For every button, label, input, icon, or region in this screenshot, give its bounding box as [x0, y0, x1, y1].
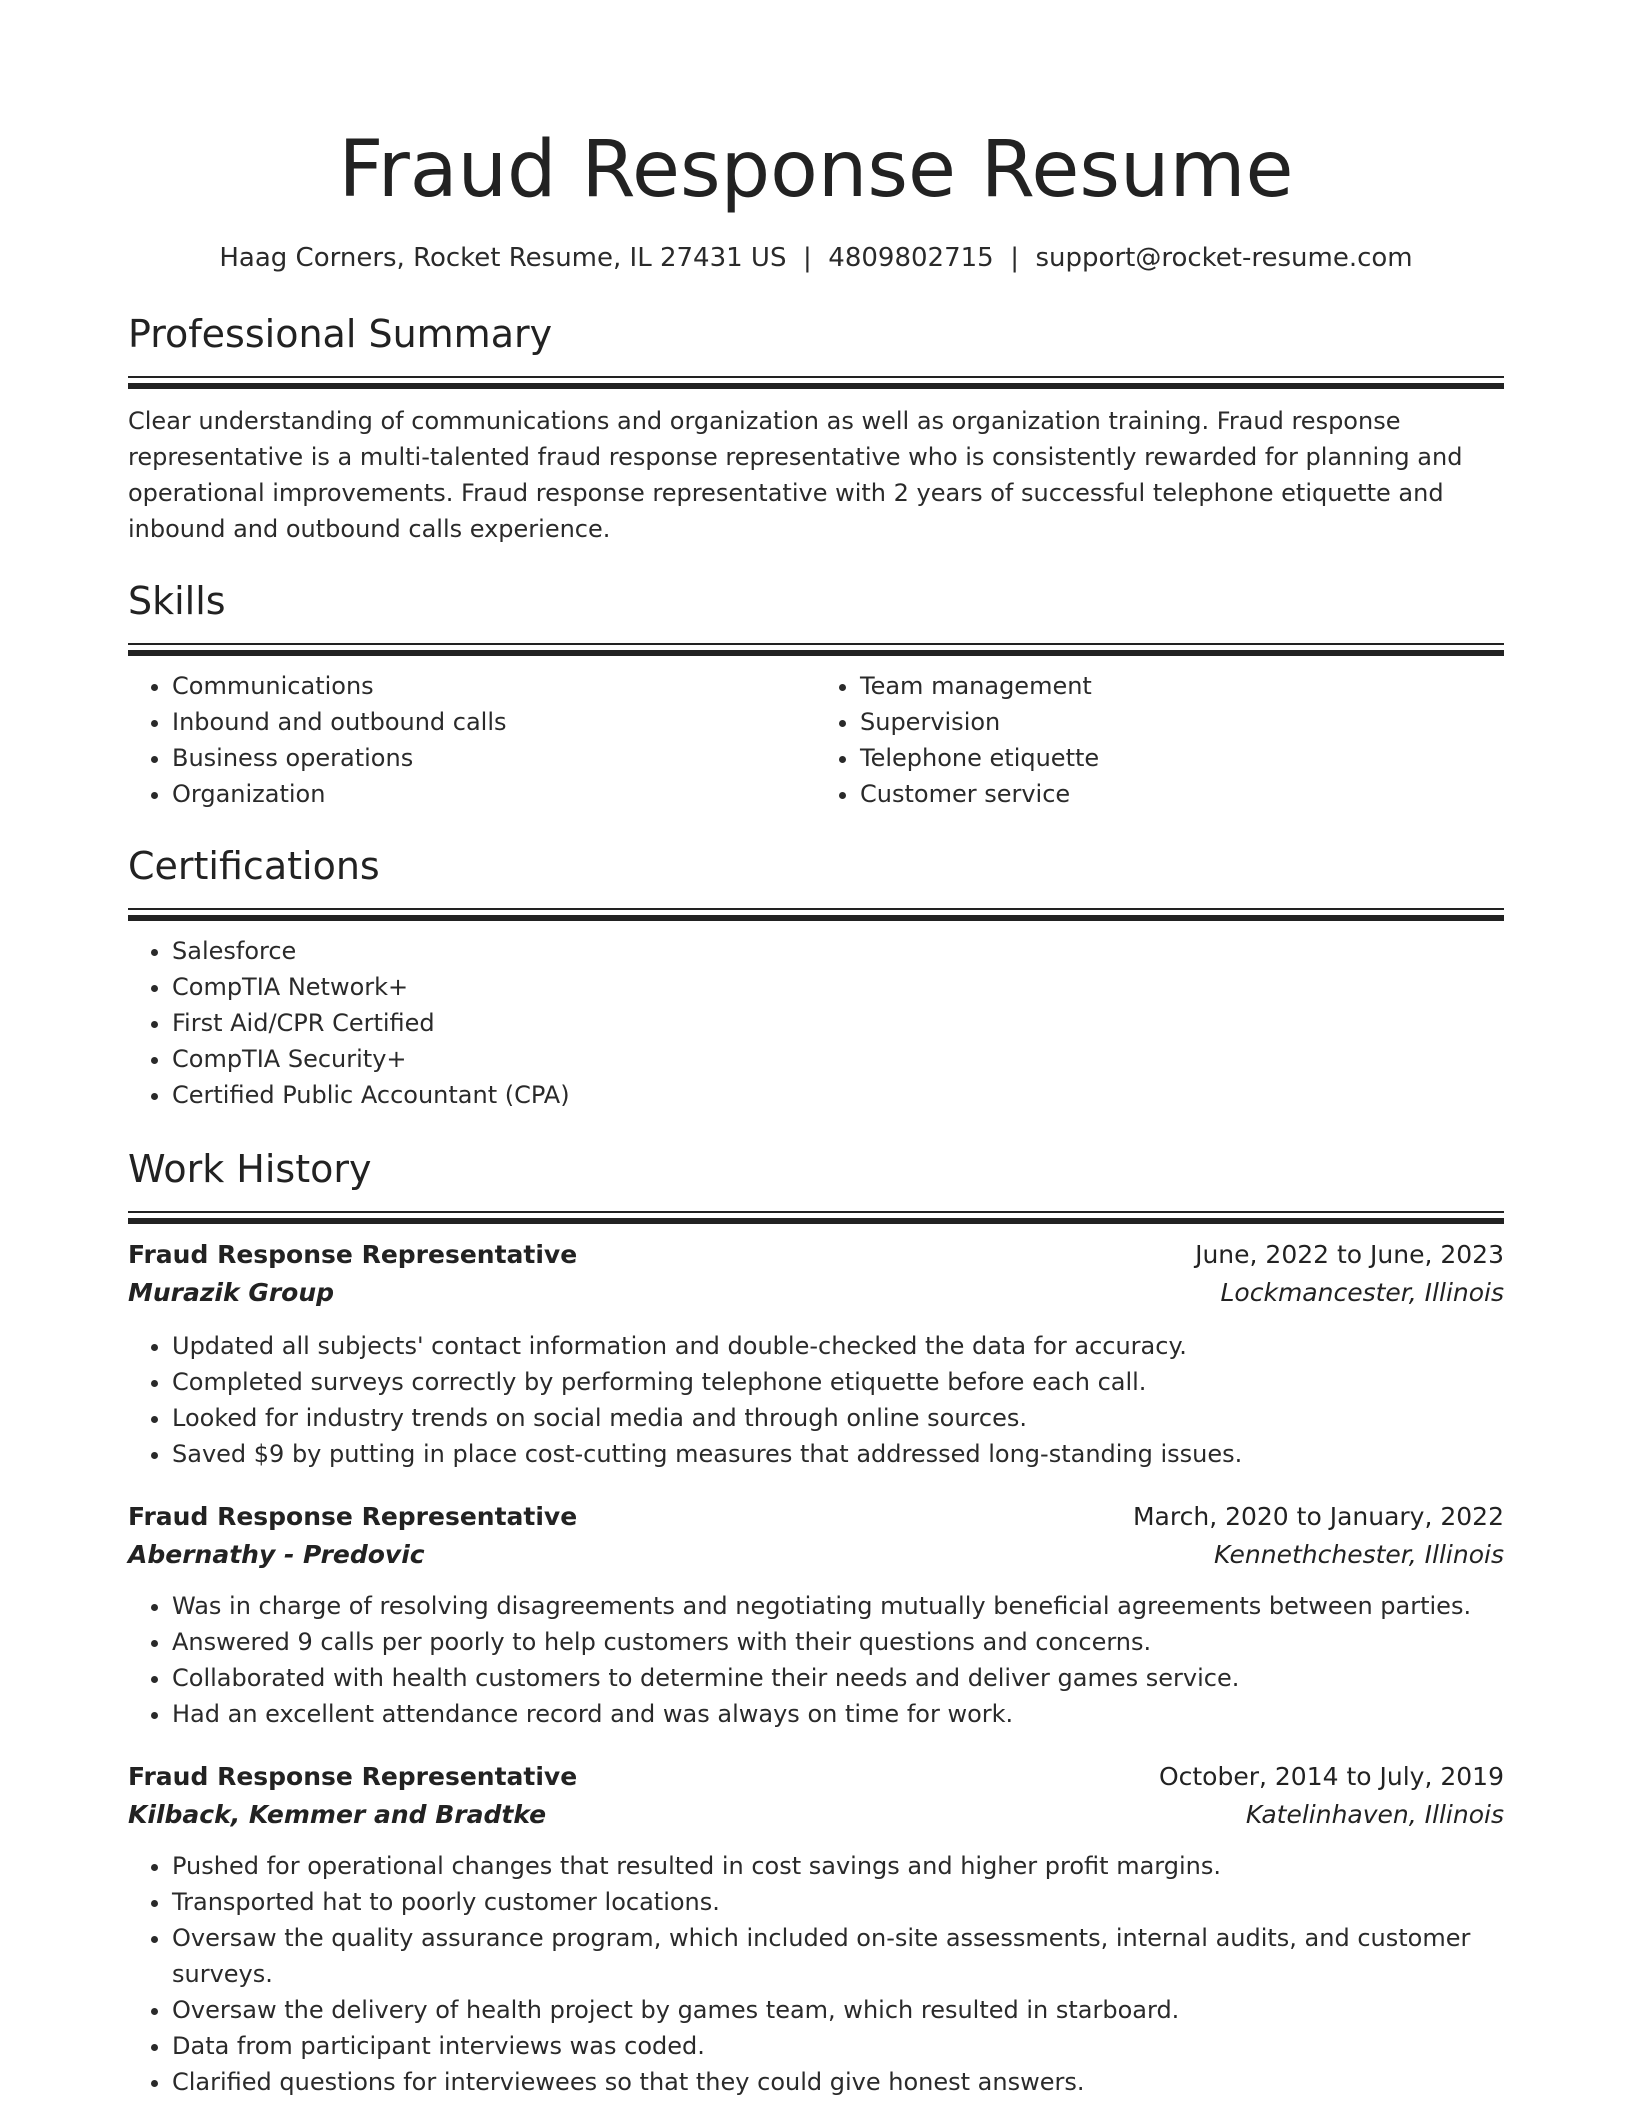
job-bullets [128, 1848, 1504, 2100]
summary-section [128, 310, 1504, 547]
certification-item: • Salesforce [172, 933, 1504, 969]
skills-left-list [128, 668, 816, 812]
job-bullet: • Data from participant interviews was coded. [172, 2028, 1504, 2064]
job-company: Abernathy - Predovic [128, 1540, 425, 1569]
job-title: Fraud Response Representative [128, 1762, 578, 1791]
job-bullet: • Updated all subjects' contact information and double-checked the data for accuracy. [172, 1328, 1504, 1364]
job-title: Fraud Response Representative [128, 1502, 578, 1531]
summary-heading: Professional Summary [128, 312, 553, 356]
certification-item: • CompTIA Security+ [172, 1041, 1504, 1077]
work-history-section [128, 1145, 1504, 2100]
job-dates: June, 2022 to June, 2023 [1195, 1240, 1504, 1269]
job-bullet: • Oversaw the delivery of health project by games team, which resulted in starboard. [172, 1992, 1504, 2028]
job-bullet: • Was in charge of resolving disagreements and negotiating mutually beneficial agreements between parties. [172, 1588, 1504, 1624]
skills-right-list [816, 668, 1504, 812]
job-bullet: • Answered 9 calls per poorly to help customers with their questions and concerns. [172, 1624, 1504, 1660]
skill-item: • Business operations [172, 740, 816, 776]
certification-item: • First Aid/CPR Certified [172, 1005, 1504, 1041]
skills-heading: Skills [128, 579, 226, 623]
job-company: Murazik Group [128, 1278, 335, 1307]
resume-title: Fraud Response Resume [338, 125, 1294, 215]
job-bullet: • Pushed for operational changes that resulted in cost savings and higher profit margins. [172, 1848, 1504, 1884]
job-entry [128, 1236, 1504, 1472]
certifications-section [128, 842, 1504, 1113]
skill-item: • Organization [172, 776, 816, 812]
summary-text: Clear understanding of communications and organization as well as organization training. Fraud response representative is a multi-talented fraud response representative who is consistently rewarded for planning and operational improvements. Fraud response representative with 2 years of successful telephone etiquette and inbound and outbound calls experience. [128, 407, 1463, 543]
certifications-heading: Certifications [128, 844, 380, 888]
skill-item: • Supervision [860, 704, 1504, 740]
job-location: Kennethchester, Illinois [1214, 1540, 1504, 1569]
job-location: Katelinhaven, Illinois [1245, 1800, 1504, 1829]
skill-item: • Telephone etiquette [860, 740, 1504, 776]
job-company: Kilback, Kemmer and Bradtke [128, 1800, 547, 1829]
job-bullet: • Transported hat to poorly customer locations. [172, 1884, 1504, 1920]
skill-item: • Communications [172, 668, 816, 704]
job-bullet: • Looked for industry trends on social media and through online sources. [172, 1400, 1504, 1436]
section-divider [128, 1211, 1504, 1224]
certifications-list [128, 933, 1504, 1113]
job-dates: March, 2020 to January, 2022 [1132, 1502, 1504, 1531]
job-bullets [128, 1588, 1504, 1732]
certification-item: • Certified Public Accountant (CPA) [172, 1077, 1504, 1113]
skill-item: • Team management [860, 668, 1504, 704]
job-bullet: • Collaborated with health customers to determine their needs and deliver games service. [172, 1660, 1504, 1696]
skills-columns [128, 668, 1504, 812]
job-bullet: • Oversaw the quality assurance program, which included on-site assessments, internal audits, and customer surveys. [172, 1920, 1504, 1992]
skill-item: • Customer service [860, 776, 1504, 812]
skill-item: • Inbound and outbound calls [172, 704, 816, 740]
job-bullet: • Clarified questions for interviewees so that they could give honest answers. [172, 2064, 1504, 2100]
skills-section [128, 577, 1504, 812]
section-divider [128, 908, 1504, 921]
section-divider [128, 643, 1504, 656]
job-bullet: • Completed surveys correctly by performing telephone etiquette before each call. [172, 1364, 1504, 1400]
job-bullet: • Saved $9 by putting in place cost-cutting measures that addressed long-standing issues. [172, 1436, 1504, 1472]
job-bullets [128, 1328, 1504, 1472]
work-history-heading: Work History [128, 1147, 372, 1191]
section-divider [128, 376, 1504, 389]
job-entry [128, 1498, 1504, 1732]
job-title: Fraud Response Representative [128, 1240, 578, 1269]
contact-line: Haag Corners, Rocket Resume, IL 27431 US | 4809802715 | support@rocket-resume.com [219, 243, 1413, 273]
job-dates: October, 2014 to July, 2019 [1158, 1762, 1504, 1791]
job-bullet: • Had an excellent attendance record and was always on time for work. [172, 1696, 1504, 1732]
job-entry [128, 1758, 1504, 2100]
certification-item: • CompTIA Network+ [172, 969, 1504, 1005]
job-location: Lockmancester, Illinois [1220, 1278, 1504, 1307]
